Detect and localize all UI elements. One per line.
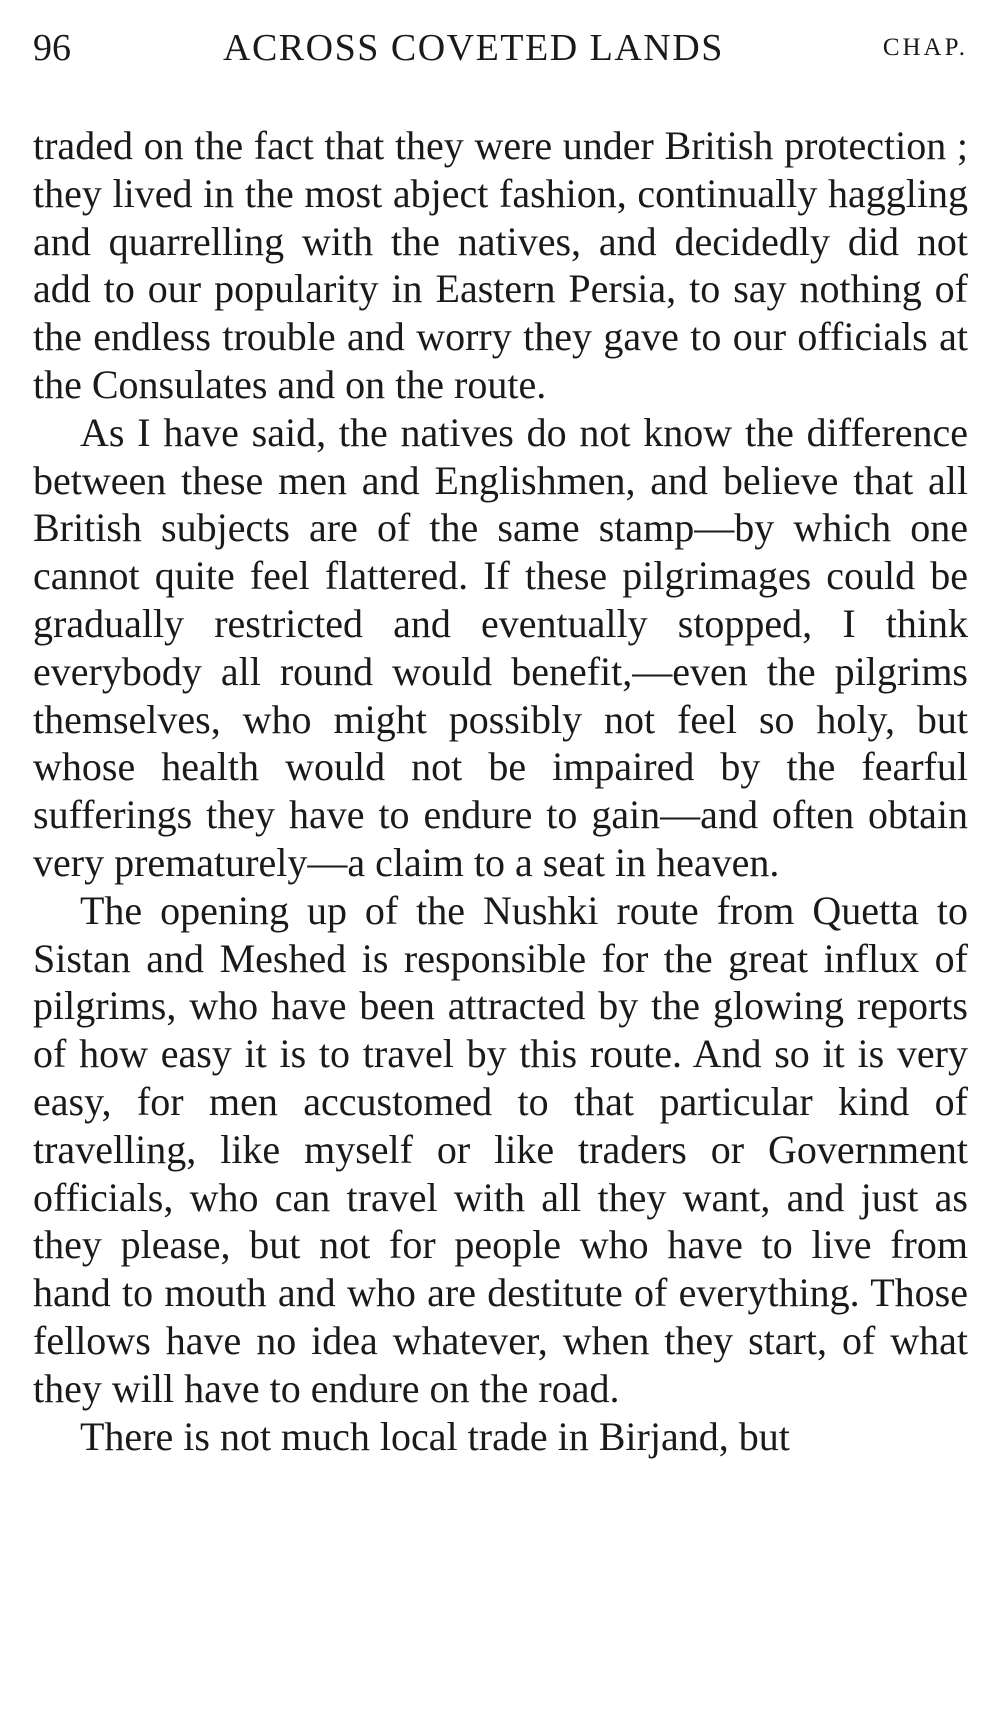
book-title: ACROSS COVETED LANDS xyxy=(223,27,724,69)
chapter-label: CHAP. xyxy=(882,34,968,61)
paragraph: As I have said, the natives do not know the difference between these men and Englishmen, and believe that all British subjects are of the same stamp—by which one cannot quite feel flattered. If these pilgrimages could be gradually restricted and eventually stopped, I think everybody all round would benefit,—even the pilgrims themselves, who might possibly not feel so holy, but whose health would not be impaired by the fearful sufferings they have to endure to gain—and often obtain very prematurely—a claim to a seat in heaven. xyxy=(33,409,968,885)
paragraph-final-line: There is not much local trade in Birjand, but xyxy=(80,1413,790,1459)
running-head xyxy=(33,18,968,78)
book-page xyxy=(33,18,968,1708)
paragraph: The opening up of the Nushki route from Quetta to Sistan and Meshed is responsible for the great influx of pilgrims, who have been attracted by the glowing reports of how easy it is to travel by this route. And so it is very easy, for men accustomed to that particular kind of travelling, like myself or like traders or Government officials, who can travel with all they want, and just as they please, but not for people who have to live from hand to mouth and who are destitute of everything. Those fellows have no idea whatever, when they start, of what they will have to endure on the road. xyxy=(33,887,968,1411)
page-number: 96 xyxy=(33,27,71,69)
paragraph-continued: traded on the fact that they were under British protection ; they lived in the most abject fashion, continually haggling and quarrelling with the natives, and decidedly did not add to our popularity in Eastern Persia, to say nothing of the endless trouble and worry they gave to our officials at the Consulates and on the route. xyxy=(33,123,968,407)
body-text xyxy=(33,122,968,1460)
